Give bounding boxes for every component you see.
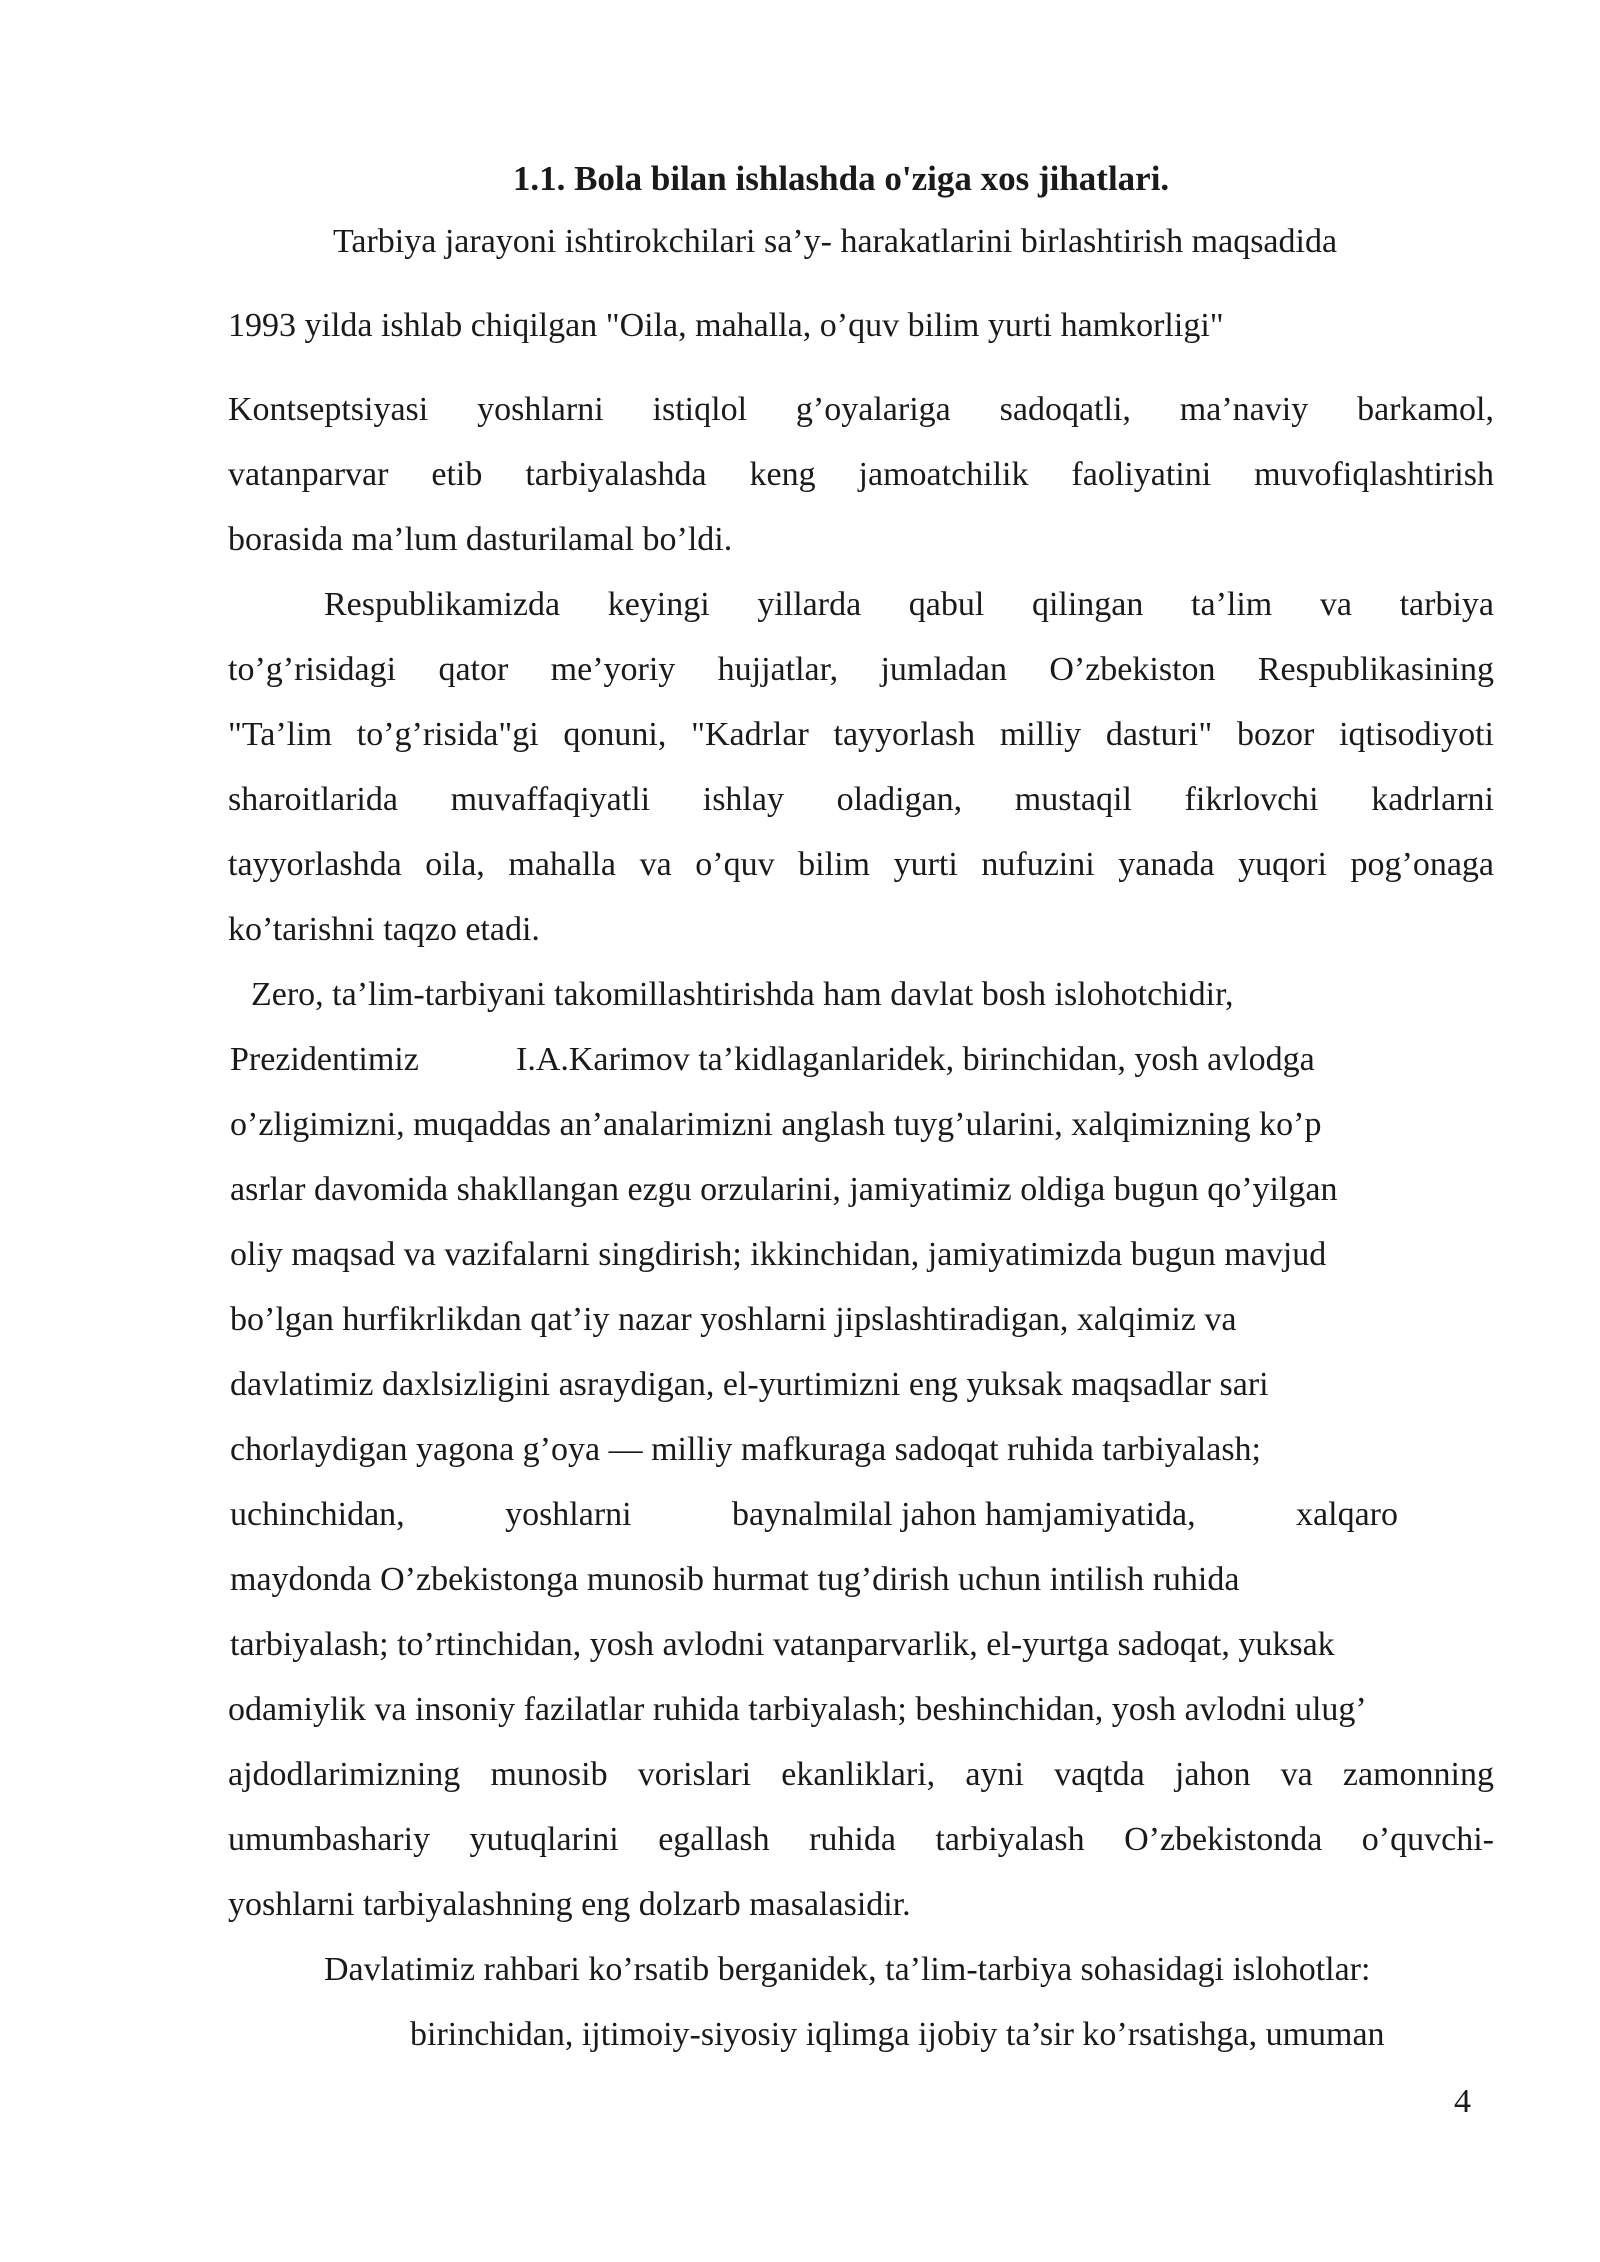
text-line: yoshlarni tarbiyalashning eng dolzarb masalasidir. — [228, 1886, 911, 1923]
text-line: o’zligimizni, muqaddas an’analarimizni anglash tuyg’ularini, xalqimizning ko’p — [230, 1106, 1322, 1143]
text-line: Tarbiya jarayoni ishtirokchilari sa’y- harakatlarini birlashtirish maqsadida — [333, 223, 1338, 260]
text-line: umumbashariy yutuqlarini egallash ruhida tarbiyalash O’zbekistonda o’quvchi- — [228, 1821, 1494, 1858]
text-line: ajdodlarimizning munosib vorislari ekanliklari, ayni vaqtda jahon va zamonning — [228, 1756, 1494, 1793]
text-line: Kontseptsiyasi yoshlarni istiqlol g’oyalariga sadoqatli, ma’naviy barkamol, — [228, 391, 1494, 428]
text-line: Zero, ta’lim-tarbiyani takomillashtirishda ham davlat bosh islohotchidir, — [251, 976, 1234, 1013]
text-word: baynalmilal jahon hamjamiyatida, — [732, 1496, 1196, 1533]
text-line-spread — [230, 1495, 1398, 1535]
text-line: bo’lgan hurfikrlikdan qat’iy nazar yoshlarni jipslashtiradigan, xalqimiz va — [230, 1301, 1237, 1338]
text-line: "Ta’lim to’g’risida"gi qonuni, "Kadrlar tayyorlash milliy dasturi" bozor iqtisodiyoti — [228, 716, 1494, 753]
text-line: oliy maqsad va vazifalarni singdirish; ikkinchidan, jamiyatimizda bugun mavjud — [230, 1236, 1327, 1273]
text-word: xalqaro — [1296, 1496, 1398, 1533]
text-line: sharoitlarida muvaffaqiyatli ishlay oladigan, mustaqil fikrlovchi kadrlarni — [228, 781, 1494, 818]
text-line: tayyorlashda oila, mahalla va o’quv bilim yurti nufuzini yanada yuqori pog’onaga — [228, 846, 1494, 883]
text-line: tarbiyalash; to’rtinchidan, yosh avlodni vatanparvarlik, el-yurtga sadoqat, yuksak — [230, 1626, 1335, 1663]
text-word: uchinchidan, — [230, 1496, 405, 1533]
text-line: Respublikamizda keyingi yillarda qabul qilingan ta’lim va tarbiya — [324, 586, 1494, 623]
text-line: maydonda O’zbekistonga munosib hurmat tug’dirish uchun intilish ruhida — [230, 1561, 1240, 1598]
text-line: birinchidan, ijtimoiy-siyosiy iqlimga ijobiy ta’sir ko’rsatishga, umuman — [410, 2016, 1385, 2053]
text-line: to’g’risidagi qator me’yoriy hujjatlar, jumladan O’zbekiston Respublikasining — [228, 651, 1494, 688]
text-line: I.A.Karimov ta’kidlaganlaridek, birinchidan, yosh avlodga — [516, 1041, 1315, 1078]
section-heading: 1.1. Bola bilan ishlashda o'ziga xos jihatlari. — [512, 159, 1170, 198]
page-number: 4 — [1454, 2083, 1471, 2120]
text-line: davlatimiz daxlsizligini asraydigan, el-yurtimizni eng yuksak maqsadlar sari — [230, 1366, 1269, 1403]
text-line: vatanparvar etib tarbiyalashda keng jamoatchilik faoliyatini muvofiqlashtirish — [228, 456, 1494, 493]
text-word: yoshlarni — [505, 1496, 632, 1533]
text-line: borasida ma’lum dasturilamal bo’ldi. — [228, 521, 733, 558]
text-line: chorlaydigan yagona g’oya — milliy mafkuraga sadoqat ruhida tarbiyalash; — [230, 1431, 1262, 1468]
text-line: Davlatimiz rahbari ko’rsatib berganidek, ta’lim-tarbiya sohasidagi islohotlar: — [324, 1951, 1371, 1988]
text-line: odamiylik va insoniy fazilatlar ruhida tarbiyalash; beshinchidan, yosh avlodni ulug’ — [228, 1691, 1367, 1728]
text-line: asrlar davomida shakllangan ezgu orzularini, jamiyatimiz oldiga bugun qo’yilgan — [230, 1171, 1338, 1208]
text-line: Prezidentimiz — [230, 1041, 419, 1078]
text-line: 1993 yilda ishlab chiqilgan "Oila, mahalla, o’quv bilim yurti hamkorligi" — [228, 307, 1224, 344]
text-line: ko’tarishni taqzo etadi. — [228, 911, 540, 948]
